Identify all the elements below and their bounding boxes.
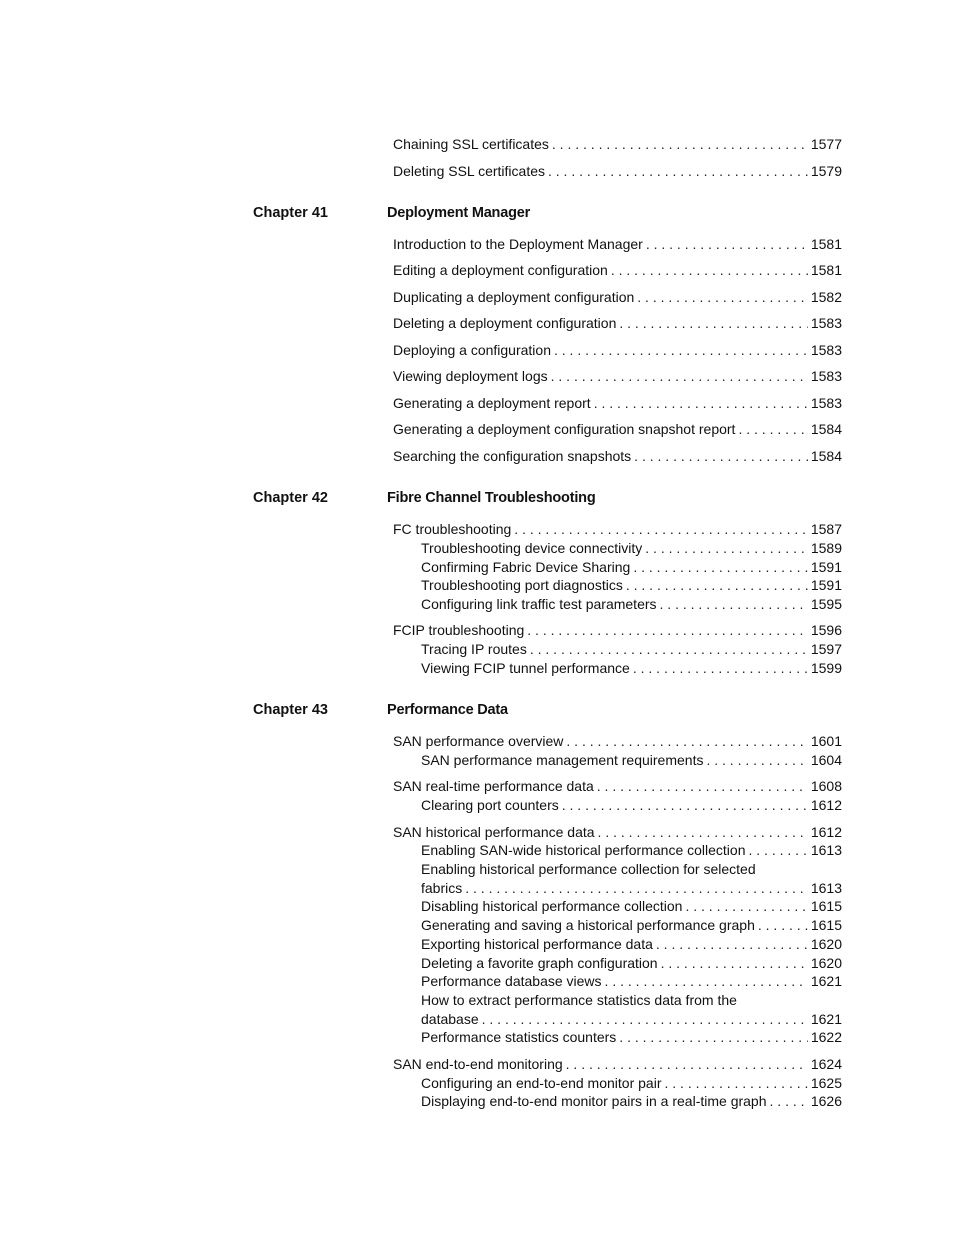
toc-entry[interactable] [393,314,842,332]
toc-entry-page: 1597 [810,641,842,657]
toc-entry-title: SAN real-time performance data [393,778,594,794]
toc-entry-page: 1583 [810,315,842,331]
toc-entry-page: 1591 [810,577,842,593]
toc-entry-page: 1584 [810,421,842,437]
chapter-number: Chapter 41 [253,205,328,221]
toc-entry[interactable] [393,732,842,750]
toc-entry-title: Viewing deployment logs [393,368,548,384]
toc-subentry[interactable] [421,640,842,658]
toc-entry-page: 1622 [810,1029,842,1045]
toc-entry-title: Confirming Fabric Device Sharing [421,559,631,575]
toc-subentry[interactable] [421,935,842,953]
toc-entry-page: 1589 [810,540,842,556]
toc-entry-title: Exporting historical performance data [421,936,653,952]
toc-entry-title: Disabling historical performance collection [421,898,683,914]
toc-subentry[interactable] [421,1092,842,1110]
dot-leader [605,972,808,990]
toc-entry[interactable] [393,235,842,253]
dot-leader [554,341,808,359]
toc-entry-title: Tracing IP routes [421,641,527,657]
toc-entry-title: Editing a deployment configuration [393,262,608,278]
toc-entry[interactable] [393,367,842,385]
toc-subentry[interactable] [421,751,842,769]
toc-entry-title-continuation: database [421,1011,479,1027]
toc-entry-title: Introduction to the Deployment Manager [393,236,643,252]
toc-entry[interactable] [393,520,842,538]
toc-subentry-title-line[interactable]: Enabling historical performance collection for selected [421,861,756,877]
toc-entry[interactable] [393,394,842,412]
dot-leader [749,841,808,859]
dot-leader [685,897,807,915]
toc-subentry[interactable] [421,659,842,677]
toc-entry-page: 1581 [810,236,842,252]
dot-leader [738,420,807,438]
dot-leader [597,777,808,795]
toc-entry-page: 1601 [810,733,842,749]
toc-entry-title: FCIP troubleshooting [393,622,525,638]
dot-leader [645,539,808,557]
dot-leader [552,135,808,153]
chapter-title[interactable]: Fibre Channel Troubleshooting [387,490,596,506]
dot-leader [646,235,808,253]
toc-entry-page: 1612 [810,797,842,813]
toc-entry[interactable] [393,777,842,795]
toc-entry-page: 1620 [810,955,842,971]
toc-entry-title: Chaining SSL certificates [393,136,549,152]
toc-entry-title: Duplicating a deployment configuration [393,289,635,305]
toc-entry[interactable] [393,1055,842,1073]
dot-leader [637,288,808,306]
toc-subentry[interactable] [421,1074,842,1092]
toc-entry-page: 1624 [810,1056,842,1072]
toc-entry-title: FC troubleshooting [393,521,512,537]
toc-entry-title: Enabling SAN-wide historical performance collection [421,842,746,858]
dot-leader [482,1010,808,1028]
chapter-title[interactable]: Deployment Manager [387,205,531,221]
toc-subentry[interactable] [421,916,842,934]
toc-entry-title-continuation: fabrics [421,880,463,896]
toc-entry[interactable] [393,621,842,639]
toc-entry-title: Deleting a favorite graph configuration [421,955,658,971]
toc-entry-page: 1582 [810,289,842,305]
dot-leader [633,659,808,677]
dot-leader [566,1055,808,1073]
toc-entry[interactable] [393,341,842,359]
dot-leader [611,261,808,279]
dot-leader [548,162,808,180]
dot-leader [656,935,808,953]
dot-leader [527,621,808,639]
toc-entry-page: 1621 [810,973,842,989]
dot-leader [594,394,808,412]
toc-subentry[interactable] [421,796,842,814]
toc-entry-title: Troubleshooting device connectivity [421,540,643,556]
toc-entry-title: SAN historical performance data [393,824,595,840]
toc-subentry[interactable] [421,576,842,594]
toc-entry-page: 1620 [810,936,842,952]
toc-entry-title: Performance statistics counters [421,1029,617,1045]
toc-entry-page: 1583 [810,342,842,358]
toc-entry-title: Troubleshooting port diagnostics [421,577,623,593]
toc-entry-page: 1615 [810,898,842,914]
toc-entry-title: Searching the configuration snapshots [393,448,632,464]
toc-entry-page: 1625 [810,1075,842,1091]
toc-entry-title: Deploying a configuration [393,342,551,358]
toc-entry-page: 1621 [810,1011,842,1027]
toc-entry-page: 1613 [810,880,842,896]
toc-entry-page: 1579 [810,163,842,179]
dot-leader [758,916,808,934]
toc-subentry[interactable] [421,879,842,897]
toc-entry-page: 1608 [810,778,842,794]
toc-subentry[interactable] [421,954,842,972]
toc-entry-title: Viewing FCIP tunnel performance [421,660,630,676]
toc-subentry[interactable] [421,1028,842,1046]
chapter-title[interactable]: Performance Data [387,702,508,718]
dot-leader [664,1074,807,1092]
toc-entry-page: 1583 [810,395,842,411]
toc-entry-page: 1577 [810,136,842,152]
dot-leader [562,796,808,814]
dot-leader [634,447,808,465]
toc-entry[interactable] [393,447,842,465]
toc-entry[interactable] [393,420,842,438]
dot-leader [619,314,807,332]
toc-entry-page: 1587 [810,521,842,537]
toc-entry-title: SAN performance management requirements [421,752,704,768]
toc-entry[interactable] [393,162,842,180]
toc-entry[interactable] [393,288,842,306]
toc-subentry[interactable] [421,595,842,613]
toc-entry-page: 1612 [810,824,842,840]
dot-leader [566,732,807,750]
toc-entry-title: Generating a deployment configuration snapshot report [393,421,736,437]
dot-leader [706,751,807,769]
toc-entry-title: Displaying end-to-end monitor pairs in a real-time graph [421,1093,767,1109]
toc-subentry[interactable] [421,972,842,990]
dot-leader [770,1092,808,1110]
toc-entry-title: Configuring an end-to-end monitor pair [421,1075,662,1091]
toc-subentry[interactable] [421,558,842,576]
chapter-number: Chapter 42 [253,490,328,506]
toc-entry-title: Clearing port counters [421,797,559,813]
dot-leader [551,367,808,385]
dot-leader [465,879,808,897]
toc-subentry[interactable] [421,1010,842,1028]
toc-entry-page: 1615 [810,917,842,933]
toc-entry-page: 1591 [810,559,842,575]
toc-entry-title: Generating a deployment report [393,395,591,411]
toc-entry-title: Performance database views [421,973,602,989]
dot-leader [514,520,808,538]
dot-leader [660,595,808,613]
dot-leader [626,576,808,594]
toc-entry-page: 1583 [810,368,842,384]
toc-entry-page: 1613 [810,842,842,858]
dot-leader [530,640,808,658]
toc-entry-page: 1599 [810,660,842,676]
dot-leader [661,954,808,972]
toc-subentry[interactable] [421,539,842,557]
toc-entry[interactable] [393,261,842,279]
chapter-number: Chapter 43 [253,702,328,718]
dot-leader [598,823,808,841]
toc-entry-title: Deleting a deployment configuration [393,315,617,331]
toc-entry-title: Configuring link traffic test parameters [421,596,657,612]
toc-entry-title: Deleting SSL certificates [393,163,545,179]
toc-entry-title: Generating and saving a historical performance graph [421,917,755,933]
toc-subentry[interactable] [421,841,842,859]
toc-subentry[interactable] [421,897,842,915]
toc-entry-title: SAN end-to-end monitoring [393,1056,563,1072]
toc-entry-page: 1595 [810,596,842,612]
toc-entry-page: 1581 [810,262,842,278]
toc-entry-page: 1626 [810,1093,842,1109]
toc-entry-page: 1604 [810,752,842,768]
dot-leader [619,1028,808,1046]
toc-entry-title: SAN performance overview [393,733,564,749]
toc-entry-page: 1584 [810,448,842,464]
dot-leader [633,558,808,576]
toc-entry-page: 1596 [810,622,842,638]
toc-entry[interactable] [393,823,842,841]
toc-entry[interactable] [393,135,842,153]
toc-subentry-title-line[interactable]: How to extract performance statistics data from the [421,992,737,1008]
